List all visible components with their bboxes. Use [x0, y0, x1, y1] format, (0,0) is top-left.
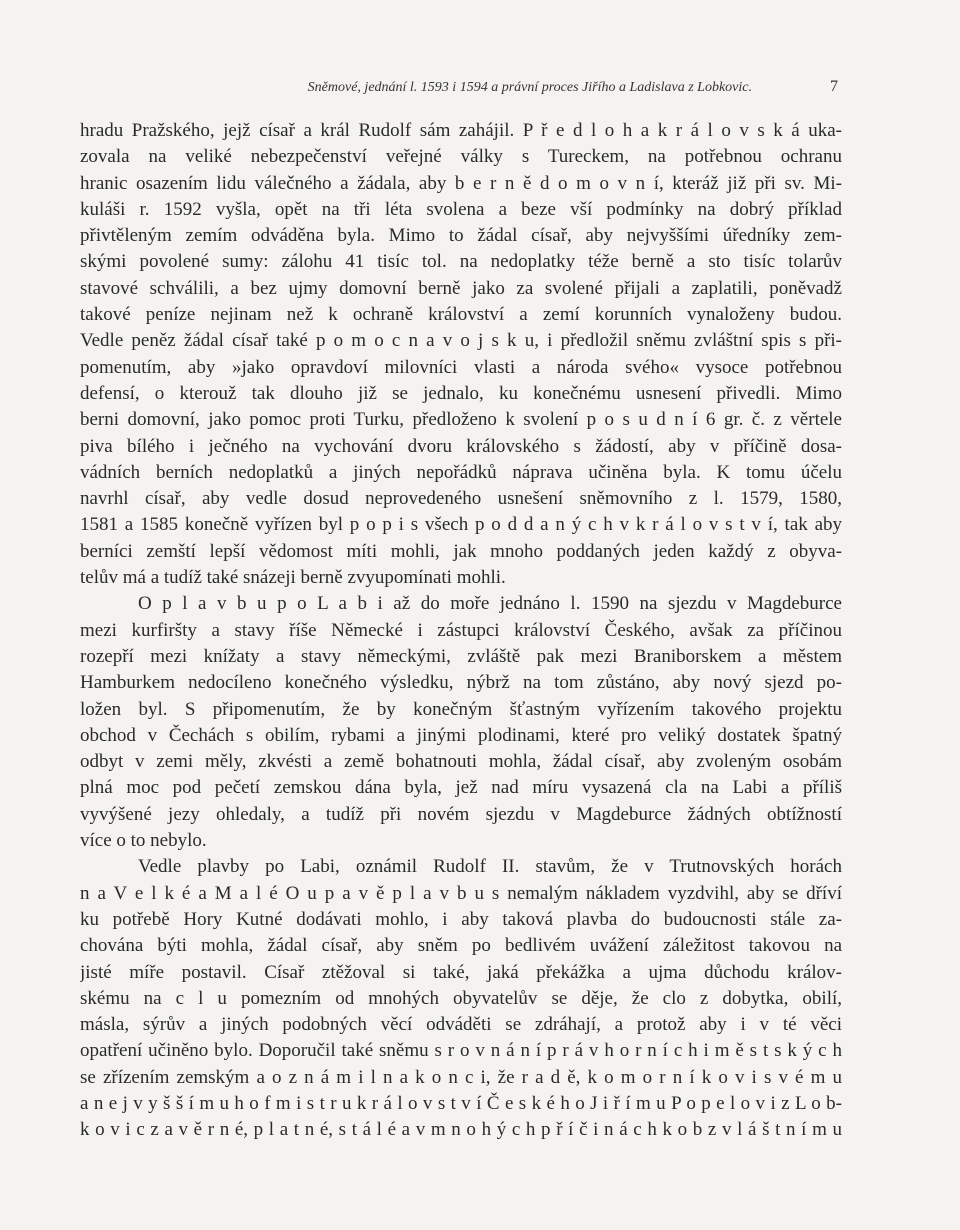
body-text — [80, 118, 842, 1144]
text-line: n a V e l k é a M a l é O u p a v ě p l a v b u s nemalým nákladem vyzdvihl, aby se dříví — [80, 882, 842, 904]
text-line: obchod v Čechách s obilím, rybami a jinými plodinami, které pro veliký dostatek špatný — [80, 724, 842, 746]
text-line: hranic osazením lidu válečného a žádala, aby b e r n ě d o m o v n í, kteráž již při sv. Mi- — [80, 172, 842, 194]
text-line: chována býti mohla, žádal císař, aby sněm po bedlivém uvážení záležitost takovou na — [80, 935, 842, 957]
text-line: másla, sýrův a jiných podobných věcí odváděti se zdráhají, a protož aby i v té věci — [80, 1014, 842, 1036]
text-line: hradu Pražského, jejž císař a král Rudolf sám zahájil. P ř e d l o h a k r á l o v s k á uka- — [80, 120, 842, 141]
text-line: opatření učiněno bylo. Doporučil také sněmu s r o v n á n í p r á v h o r n í c h i m ě s t s k ý c h — [80, 1040, 842, 1062]
text-line: ku potřebě Hory Kutné dodávati mohlo, i aby taková plavba do budoucnosti stále za- — [80, 908, 842, 930]
text-line: Vedle plavby po Labi, oznámil Rudolf II. stavům, že v Trutnovských horách — [138, 856, 842, 878]
text-line: skému na c l u pomezním od mnohých obyvatelův se děje, že clo z dobytka, obilí, — [80, 987, 842, 1009]
text-line: skými povolené sumy: zálohu 41 tisíc tol. na nedoplatky téže berně a sto tisíc tolarův — [80, 251, 842, 273]
text-line: přivtěleným zemím odváděna byla. Mimo to žádal císař, aby nejvyššími úředníky zem- — [80, 225, 842, 247]
text-line: vádních berních nedoplatků a jiných nepořádků náprava učiněna byla. K tomu účelu — [80, 461, 842, 483]
text-line: O p l a v b u p o L a b i až do moře jednáno l. 1590 na sjezdu v Magdeburce — [138, 593, 842, 615]
text-line: navrhl císař, aby vedle dosud neprovedeného usnešení sněmovního z l. 1579, 1580, — [80, 488, 842, 510]
text-line: Hamburkem nedocíleno konečného výsledku, nýbrž na tom zůstáno, aby nový sjezd po- — [80, 672, 842, 694]
text-line: kuláši r. 1592 vyšla, opět na tři léta svolena a beze vší podmínky na dobrý příklad — [80, 198, 842, 220]
text-line: pomenutím, aby »jako opravdoví milovníci vlasti a národa svého« vysoce potřebnou — [80, 356, 842, 378]
running-title: Sněmové, jednání l. 1593 i 1594 a právní proces Jiřího a Ladislava z Lobkovic. — [307, 80, 752, 95]
text-line: telův má a tudíž také snázeji berně zvyupomínati mohli. — [80, 567, 506, 589]
text-line: více o to nebylo. — [80, 830, 207, 852]
text-line: a n e j v y š š í m u h o f m i s t r u k r á l o v s t v í Č e s k é h o J i ř í m u P o p e l o v i z L o b- — [80, 1092, 842, 1114]
text-line: stavové schválili, a bez ujmy domovní berně jako za svolené přijali a zaplatili, poněvadž — [80, 277, 842, 299]
text-line: piva bílého i ječného na vychování dvoru královského s žádostí, aby v příčině dosa- — [80, 435, 842, 457]
page-number: 7 — [830, 78, 838, 95]
text-line: vyvýšené jezy ohledaly, a tudíž při novém sjezdu v Magdeburce žádných obtížností — [80, 803, 842, 825]
text-line: jisté míře postavil. Císař ztěžoval si také, jaká překážka a ujma důchodu králov- — [80, 961, 842, 983]
text-line: mezi kurfiršty a stavy říše Německé i zástupci království Českého, avšak za příčinou — [80, 619, 842, 641]
text-line: zovala na veliké nebezpečenství veřejné války s Tureckem, na potřebnou ochranu — [80, 146, 842, 168]
text-line: defensí, o kterouž tak dlouho již se jednalo, ku konečnému usnesení přivedli. Mimo — [80, 382, 842, 404]
text-line: rozepří mezi knížaty a stavy německými, zvláště pak mezi Braniborskem a městem — [80, 645, 842, 667]
text-line: ložen byl. S připomenutím, že by konečným šťastným vyřízením takového projektu — [80, 698, 842, 720]
text-line: odbyt v zemi měly, zkvésti a země bohatnouti mohla, žádal císař, aby zvoleným osobám — [80, 751, 842, 773]
text-line: Vedle peněz žádal císař také p o m o c n a v o j s k u, i předložil sněmu zvláštní spis s při- — [80, 330, 842, 352]
text-line: berni domovní, jako pomoc proti Turku, předloženo k svolení p o s u d n í 6 gr. č. z věrtele — [80, 409, 842, 431]
text-line: plná moc pod pečetí zemskou dána byla, jež nad míru vysazená cla na Labi a příliš — [80, 777, 842, 799]
text-line: berníci zemští lepší vědomost míti mohli, jak mnoho poddaných jeden každý z obyva- — [80, 540, 842, 562]
text-line: se zřízením zemským a o z n á m i l n a k o n c i, že r a d ě, k o m o r n í k o v i s v é m u — [80, 1066, 842, 1088]
text-line: 1581 a 1585 konečně vyřízen byl p o p i s všech p o d d a n ý c h v k r á l o v s t v í, tak aby — [80, 514, 842, 536]
text-line: takové peníze nejinam než k ochraně království a zemí korunních vynaloženy budou. — [80, 304, 842, 326]
text-line: k o v i c z a v ě r n é, p l a t n é, s t á l é a v m n o h ý c h p ř í č i n á c h k o b z v l á š t n í m u — [80, 1119, 842, 1141]
